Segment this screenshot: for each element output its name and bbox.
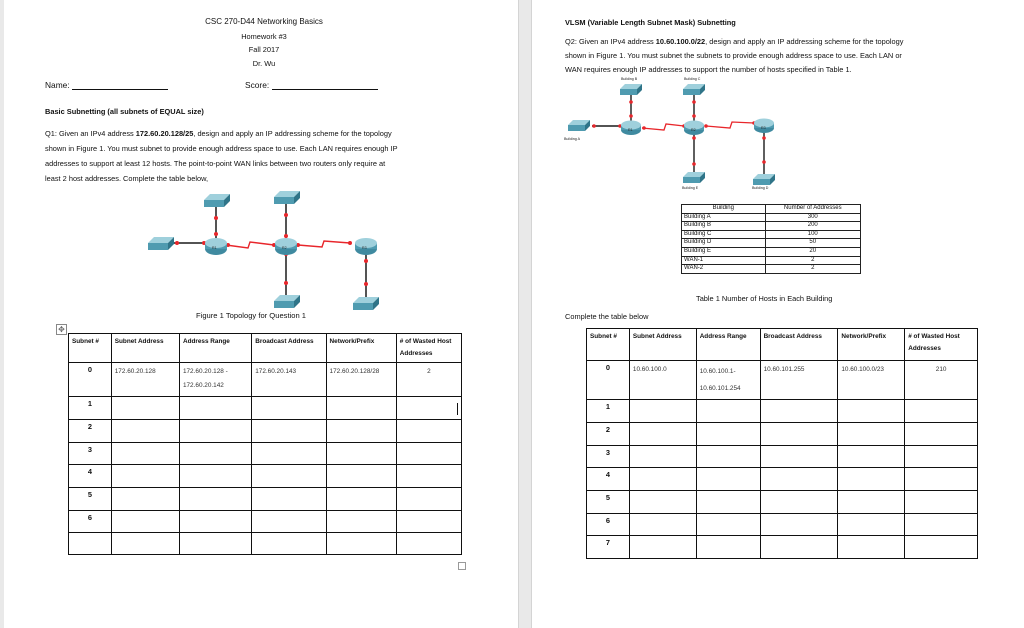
cell-wasted[interactable] (396, 420, 461, 443)
cell-subnet-num[interactable] (69, 533, 112, 555)
cell-subnet-address[interactable] (111, 511, 179, 533)
hosts-table-caption: Table 1 Number of Hosts in Each Building (696, 294, 833, 303)
col-header-address-range: Address Range (696, 329, 760, 361)
table-row (587, 491, 978, 514)
cell-subnet-num[interactable]: 4 (69, 465, 112, 488)
cell-subnet-address[interactable] (629, 468, 696, 491)
cell-subnet-num[interactable]: 2 (587, 423, 630, 446)
cell-subnet-num[interactable]: 6 (587, 514, 630, 536)
hosts-table (681, 204, 861, 274)
q1-line3: addresses to support at least 12 hosts. The point-to-point WAN links between two routers only require at (45, 159, 386, 168)
subnet-table-q2 (586, 328, 978, 559)
hosts-building: Building E (682, 247, 766, 256)
cell-address-range[interactable] (696, 446, 760, 468)
term: Fall 2017 (248, 45, 280, 54)
label-building-d: Building D (752, 186, 769, 190)
cell-subnet-num[interactable]: 7 (587, 536, 630, 559)
cell-address-range[interactable] (696, 400, 760, 423)
col-header-subnet-address: Subnet Address (111, 334, 179, 363)
cell-network-prefix[interactable] (326, 511, 396, 533)
col-header-subnet-num: Subnet # (587, 329, 630, 361)
cell-broadcast[interactable] (252, 465, 326, 488)
table-row (69, 465, 462, 488)
cell-subnet-num[interactable]: 1 (587, 400, 630, 423)
cell-network-prefix[interactable]: 10.60.100.0/23 (838, 361, 905, 400)
cell-network-prefix[interactable] (838, 491, 905, 514)
hosts-row (682, 265, 861, 274)
table-row (69, 488, 462, 511)
cell-network-prefix[interactable] (326, 465, 396, 488)
cell-subnet-address[interactable] (111, 488, 179, 511)
subnet-table-q1 (68, 333, 462, 555)
cell-subnet-address[interactable] (111, 397, 179, 420)
name-field[interactable] (45, 80, 168, 90)
cell-network-prefix[interactable] (326, 420, 396, 443)
hosts-header-building: Building (682, 205, 766, 214)
q2-line1-rest: , design and apply an IP addressing scheme for the topology (705, 37, 904, 46)
cell-broadcast[interactable] (252, 420, 326, 443)
table-row (69, 397, 462, 420)
cell-broadcast[interactable] (760, 514, 838, 536)
cell-broadcast[interactable]: 10.60.101.255 (760, 361, 838, 400)
cell-address-range[interactable] (179, 511, 251, 533)
hosts-row (682, 230, 861, 239)
cell-broadcast[interactable] (252, 488, 326, 511)
cell-subnet-address[interactable] (629, 514, 696, 536)
cell-subnet-address[interactable] (629, 423, 696, 446)
col-header-broadcast: Broadcast Address (760, 329, 838, 361)
cell-network-prefix[interactable] (838, 536, 905, 559)
col-header-subnet-address: Subnet Address (629, 329, 696, 361)
hosts-count: 300 (765, 213, 860, 222)
cell-address-range[interactable] (179, 533, 251, 555)
table-row (69, 443, 462, 465)
table-resize-handle[interactable] (458, 562, 466, 570)
hosts-count: 50 (765, 239, 860, 248)
cell-broadcast[interactable] (252, 397, 326, 420)
router-label-r2: R2 (282, 246, 287, 250)
table-row (69, 363, 462, 397)
assignment-title: Homework #3 (241, 32, 287, 41)
instructor: Dr. Wu (252, 59, 276, 68)
cell-subnet-address[interactable] (629, 400, 696, 423)
label-building-a: Building A (564, 137, 580, 141)
q2-prefix: Q2: Given an IPv4 address (565, 37, 656, 46)
hosts-count: 2 (765, 256, 860, 265)
cell-wasted[interactable]: 210 (905, 361, 978, 400)
q1-line1-rest: , design and apply an IP addressing scheme for the topology (193, 129, 392, 138)
cell-subnet-num[interactable]: 0 (69, 363, 112, 397)
table-row (69, 511, 462, 533)
cell-wasted[interactable] (396, 443, 461, 465)
cell-wasted[interactable] (396, 511, 461, 533)
label-building-e: Building E (682, 186, 699, 190)
cell-network-prefix[interactable] (838, 446, 905, 468)
col-header-subnet-num: Subnet # (69, 334, 112, 363)
router-label-r2: R2 (691, 128, 696, 132)
cell-address-range[interactable] (696, 536, 760, 559)
cell-wasted[interactable] (905, 468, 978, 491)
q1-prefix: Q1: Given an IPv4 address (45, 129, 136, 138)
document-page-1 (4, 0, 519, 628)
q1-line4: least 2 host addresses. Complete the table below, (45, 174, 209, 183)
cell-wasted[interactable] (396, 488, 461, 511)
cell-subnet-address[interactable] (629, 491, 696, 514)
hosts-building: Building A (682, 213, 766, 222)
cell-wasted[interactable]: 2 (396, 363, 461, 397)
cell-broadcast[interactable] (252, 443, 326, 465)
cell-network-prefix[interactable] (326, 397, 396, 420)
cell-wasted[interactable] (905, 491, 978, 514)
score-field[interactable] (245, 80, 378, 90)
cell-subnet-num[interactable]: 3 (587, 446, 630, 468)
cell-subnet-address[interactable] (629, 536, 696, 559)
cell-broadcast[interactable] (760, 446, 838, 468)
cell-subnet-num[interactable]: 1 (69, 397, 112, 420)
cell-address-range[interactable] (696, 361, 760, 400)
q1-line2: shown in Figure 1. You must subnet to provide enough address space to use. Each LAN requires enough IP (45, 144, 398, 153)
question-2-text (565, 35, 1024, 77)
hosts-building: Building B (682, 222, 766, 231)
cell-broadcast[interactable] (760, 536, 838, 559)
table-row (69, 533, 462, 555)
cell-address-range[interactable] (179, 465, 251, 488)
cell-address-range[interactable] (696, 514, 760, 536)
cell-broadcast[interactable] (760, 468, 838, 491)
hosts-row (682, 213, 861, 222)
table-header-row (69, 334, 462, 363)
range-start: 10.60.100.1- (699, 368, 736, 375)
router-label-r1: R1 (628, 128, 633, 132)
cell-broadcast[interactable] (252, 533, 326, 555)
cell-wasted[interactable] (905, 514, 978, 536)
col-header-wasted: # of Wasted Host Addresses (905, 329, 978, 361)
cell-subnet-address[interactable] (111, 533, 179, 555)
table-row (587, 423, 978, 446)
cell-wasted[interactable] (396, 533, 461, 555)
cell-address-range[interactable] (179, 420, 251, 443)
hosts-header-count: Number of Addresses (765, 205, 860, 214)
score-blank[interactable] (272, 80, 378, 90)
cell-subnet-num[interactable]: 0 (587, 361, 630, 400)
question-1-text (45, 126, 505, 186)
score-label: Score: (245, 80, 270, 90)
cell-subnet-num[interactable]: 2 (69, 420, 112, 443)
label-building-b: Building B (621, 77, 638, 81)
cell-broadcast[interactable] (760, 400, 838, 423)
cell-address-range[interactable] (696, 468, 760, 491)
cell-address-range[interactable] (179, 443, 251, 465)
table-row (587, 468, 978, 491)
table-row (587, 361, 978, 400)
cell-network-prefix[interactable]: 172.60.20.128/28 (326, 363, 396, 397)
table-row (587, 400, 978, 423)
col-header-network-prefix: Network/Prefix (838, 329, 905, 361)
cell-subnet-address[interactable] (111, 420, 179, 443)
col-header-network-prefix: Network/Prefix (326, 334, 396, 363)
q2-line2: shown in Figure 1. You must subnet the subnets to provide enough address space to use. Each LAN or (565, 51, 902, 60)
cell-wasted[interactable] (396, 465, 461, 488)
col-header-address-range: Address Range (179, 334, 251, 363)
label-building-c: Building C (684, 77, 701, 81)
hosts-building: WAN-2 (682, 265, 766, 274)
cell-wasted[interactable] (905, 423, 978, 446)
cell-broadcast[interactable] (252, 511, 326, 533)
table-row (587, 446, 978, 468)
col-header-wasted: # of Wasted Host Addresses (396, 334, 461, 363)
hosts-header-row (682, 205, 861, 214)
hosts-count: 100 (765, 230, 860, 239)
q2-address: 10.60.100.0/22 (655, 37, 706, 46)
cell-address-range[interactable] (179, 488, 251, 511)
range-end: 10.60.101.254 (699, 385, 741, 392)
topology-diagram-q2 (564, 80, 784, 190)
cell-subnet-address[interactable] (111, 465, 179, 488)
cell-network-prefix[interactable] (326, 443, 396, 465)
hosts-count: 20 (765, 247, 860, 256)
name-blank[interactable] (72, 80, 168, 90)
cell-broadcast[interactable]: 172.60.20.143 (252, 363, 326, 397)
hosts-row (682, 222, 861, 231)
cell-address-range[interactable] (179, 397, 251, 420)
cell-broadcast[interactable] (760, 491, 838, 514)
hosts-count: 2 (765, 265, 860, 274)
hosts-row (682, 256, 861, 265)
table-move-handle-icon[interactable]: ✥ (56, 324, 67, 335)
instruction-text: Complete the table below (565, 312, 649, 321)
router-label-r3: R3 (761, 126, 766, 130)
q2-line3: WAN requires enough IP addresses to support the number of hosts specified in Table 1. (565, 65, 852, 74)
cell-wasted[interactable] (905, 446, 978, 468)
cell-network-prefix[interactable] (838, 468, 905, 491)
cell-address-range[interactable] (696, 423, 760, 446)
cell-network-prefix[interactable] (838, 423, 905, 446)
cell-subnet-address[interactable]: 10.60.100.0 (629, 361, 696, 400)
range-end: 172.60.20.142 (182, 382, 224, 389)
name-label: Name: (45, 80, 70, 90)
cell-broadcast[interactable] (760, 423, 838, 446)
cell-address-range[interactable] (179, 363, 251, 397)
router-label-r3: R3 (362, 246, 367, 250)
cell-subnet-num[interactable]: 3 (69, 443, 112, 465)
router-label-r1: R1 (212, 246, 217, 250)
text-cursor (457, 403, 458, 415)
hosts-count: 200 (765, 222, 860, 231)
table-row (587, 536, 978, 559)
cell-subnet-num[interactable]: 6 (69, 511, 112, 533)
course-title: CSC 270-D44 Networking Basics (205, 17, 323, 26)
cell-network-prefix[interactable] (326, 533, 396, 555)
range-start: 172.60.20.128 - (182, 368, 228, 375)
cell-wasted[interactable] (905, 536, 978, 559)
cell-wasted[interactable] (905, 400, 978, 423)
cell-subnet-num[interactable]: 5 (587, 491, 630, 514)
figure-caption: Figure 1 Topology for Question 1 (196, 311, 307, 320)
col-header-broadcast: Broadcast Address (252, 334, 326, 363)
q1-address: 172.60.20.128/25 (135, 129, 194, 138)
cell-network-prefix[interactable] (326, 488, 396, 511)
cell-subnet-address[interactable] (111, 443, 179, 465)
section-title: Basic Subnetting (all subnets of EQUAL size) (45, 107, 204, 116)
cell-subnet-address[interactable]: 172.60.20.128 (111, 363, 179, 397)
cell-subnet-num[interactable]: 4 (587, 468, 630, 491)
hosts-building: Building C (682, 230, 766, 239)
cell-network-prefix[interactable] (838, 514, 905, 536)
hosts-building: Building D (682, 239, 766, 248)
hosts-row (682, 247, 861, 256)
cell-wasted[interactable] (396, 397, 461, 420)
cell-address-range[interactable] (696, 491, 760, 514)
section-title-vlsm: VLSM (Variable Length Subnet Mask) Subnetting (565, 18, 736, 27)
document-page-2 (531, 0, 1024, 628)
topology-diagram-q1 (140, 190, 400, 310)
cell-subnet-address[interactable] (629, 446, 696, 468)
hosts-building: WAN-1 (682, 256, 766, 265)
table-row (587, 514, 978, 536)
hosts-row (682, 239, 861, 248)
cell-subnet-num[interactable]: 5 (69, 488, 112, 511)
cell-network-prefix[interactable] (838, 400, 905, 423)
table-header-row (587, 329, 978, 361)
table-row (69, 420, 462, 443)
